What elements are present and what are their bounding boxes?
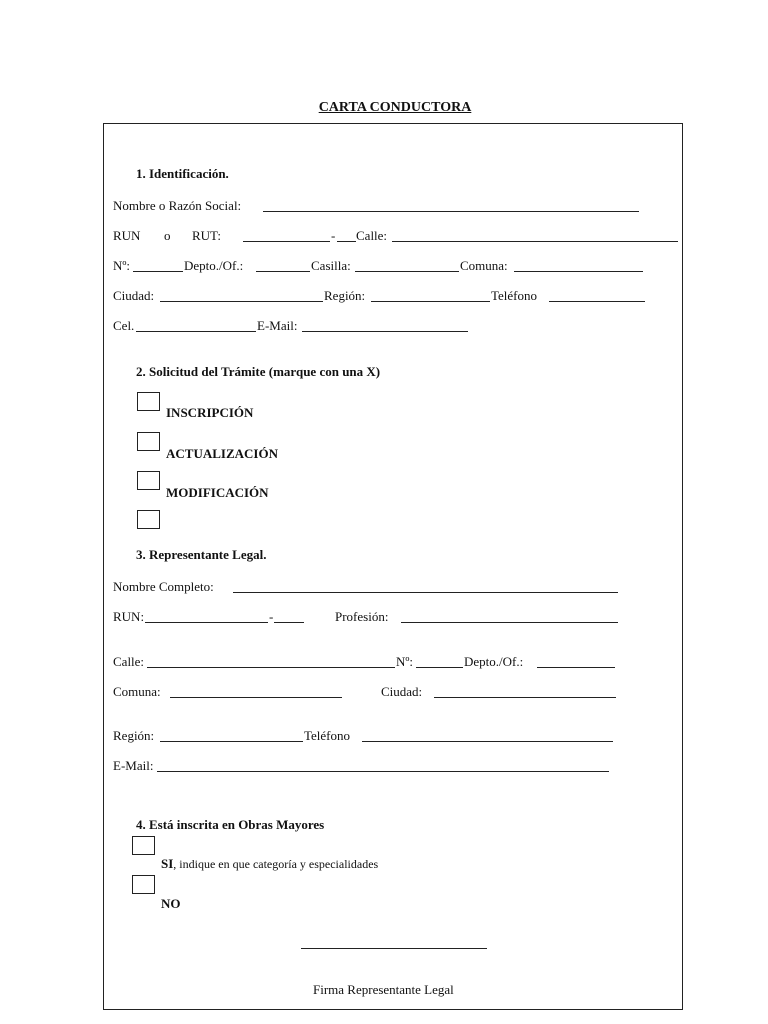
telefono-label: Teléfono <box>491 288 538 303</box>
rep-ciudad-field[interactable] <box>434 697 616 698</box>
rep-num-field[interactable] <box>416 667 463 668</box>
casilla-field[interactable] <box>355 271 459 272</box>
casilla-label: Casilla: <box>311 258 351 273</box>
o-label: o <box>164 228 171 243</box>
si-option <box>161 856 378 872</box>
rut-number-field[interactable] <box>243 241 330 242</box>
profesion-label: Profesión: <box>335 609 389 624</box>
region-field[interactable] <box>371 301 490 302</box>
comuna-label: Comuna: <box>460 258 508 273</box>
calle-field[interactable] <box>392 241 678 242</box>
ciudad-label: Ciudad: <box>113 288 155 303</box>
form-frame <box>103 123 683 1010</box>
si-text: , indique en que categoría y especialidades <box>173 857 379 871</box>
rep-comuna-field[interactable] <box>170 697 342 698</box>
rep-email-field[interactable] <box>157 771 609 772</box>
rep-run-label: RUN: <box>113 609 145 624</box>
si-label: SI <box>161 856 174 871</box>
num-label: Nº: <box>113 258 131 273</box>
rep-run-field[interactable] <box>145 622 268 623</box>
rep-telefono-field[interactable] <box>362 741 613 742</box>
si-checkbox[interactable] <box>132 836 155 855</box>
razon-social-label: Nombre o Razón Social: <box>113 198 242 213</box>
region-label: Región: <box>324 288 366 303</box>
rut-label: RUT: <box>192 228 221 243</box>
email-field[interactable] <box>302 331 468 332</box>
section-4-heading: 4. Está inscrita en Obras Mayores <box>136 817 325 832</box>
section-1-heading: 1. Identificación. <box>136 166 229 181</box>
signature-label: Firma Representante Legal <box>313 982 454 997</box>
ciudad-field[interactable] <box>160 301 323 302</box>
inscripcion-label: INSCRIPCIÓN <box>166 405 254 420</box>
razon-social-field[interactable] <box>263 211 639 212</box>
section-2-heading: 2. Solicitud del Trámite (marque con una X) <box>136 364 381 379</box>
telefono-field[interactable] <box>549 301 645 302</box>
email-label: E-Mail: <box>257 318 298 333</box>
rep-run-dash: - <box>269 609 274 624</box>
document-title: CARTA CONDUCTORA <box>318 100 472 115</box>
rep-calle-field[interactable] <box>147 667 395 668</box>
no-checkbox[interactable] <box>132 875 155 894</box>
rep-num-label: Nº: <box>396 654 414 669</box>
rep-run-dv-field[interactable] <box>274 622 304 623</box>
rep-region-field[interactable] <box>160 741 303 742</box>
actualizacion-checkbox[interactable] <box>137 432 160 451</box>
rep-comuna-label: Comuna: <box>113 684 161 699</box>
num-field[interactable] <box>133 271 183 272</box>
comuna-field[interactable] <box>514 271 643 272</box>
rut-dash: - <box>331 228 336 243</box>
rep-depto-label: Depto./Of.: <box>464 654 524 669</box>
rep-region-label: Región: <box>113 728 155 743</box>
actualizacion-label: ACTUALIZACIÓN <box>166 446 278 461</box>
signature-line[interactable] <box>301 948 487 949</box>
rep-telefono-label: Teléfono <box>304 728 351 743</box>
depto-field[interactable] <box>256 271 310 272</box>
run-label: RUN <box>113 228 141 243</box>
rep-ciudad-label: Ciudad: <box>381 684 423 699</box>
modificacion-label: MODIFICACIÓN <box>166 485 269 500</box>
no-label: NO <box>161 896 181 911</box>
inscripcion-checkbox[interactable] <box>137 392 160 411</box>
depto-label: Depto./Of.: <box>184 258 244 273</box>
cel-label: Cel. <box>113 318 135 333</box>
section-3-heading: 3. Representante Legal. <box>136 547 267 562</box>
cel-field[interactable] <box>136 331 256 332</box>
profesion-field[interactable] <box>401 622 618 623</box>
nombre-completo-field[interactable] <box>233 592 618 593</box>
other-checkbox[interactable] <box>137 510 160 529</box>
nombre-completo-label: Nombre Completo: <box>113 579 214 594</box>
modificacion-checkbox[interactable] <box>137 471 160 490</box>
calle-label: Calle: <box>356 228 388 243</box>
rep-email-label: E-Mail: <box>113 758 154 773</box>
rut-dv-field[interactable] <box>337 241 356 242</box>
rep-calle-label: Calle: <box>113 654 145 669</box>
rep-depto-field[interactable] <box>537 667 615 668</box>
